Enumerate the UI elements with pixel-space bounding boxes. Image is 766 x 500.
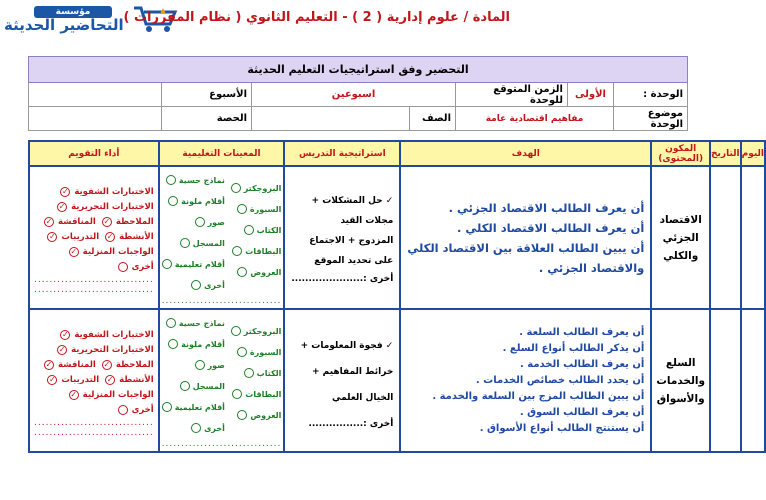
means-cell <box>159 166 285 309</box>
radio-icon[interactable] <box>232 389 242 399</box>
means-option[interactable] <box>162 192 225 210</box>
means-dots: ............................... <box>161 296 282 306</box>
week-label: الأسبوع <box>162 83 252 107</box>
radio-icon[interactable] <box>162 402 172 412</box>
day-cell <box>741 166 765 309</box>
col-day: اليوم <box>741 141 765 166</box>
eval-label: أخرى <box>131 262 154 272</box>
means-cell <box>159 309 285 452</box>
eval-label: المناقشة <box>58 360 96 370</box>
goal-line: أن يعرف الطالب الاقتصاد الكلي . <box>457 220 645 235</box>
eval-option[interactable] <box>102 215 154 230</box>
col-evaluation: أداء التقويم <box>29 141 159 166</box>
goal-line: أن يعرف الطالب الخدمة . <box>519 358 645 370</box>
strategy-other: أخرى :................ <box>308 418 394 429</box>
radio-icon[interactable] <box>168 196 178 206</box>
means-label: البطاقات <box>245 246 282 256</box>
eval-option[interactable] <box>34 343 154 358</box>
unit-label: الوحدة : <box>614 83 688 107</box>
eval-label: المناقشة <box>58 217 96 227</box>
period-value <box>29 107 162 131</box>
check-icon[interactable]: ✓ <box>58 202 66 211</box>
eval-option[interactable] <box>34 185 154 200</box>
means-label: العروض <box>250 410 282 420</box>
means-label: أقلام تعليمية <box>174 402 225 412</box>
eval-label: الواجبات المنزلية <box>82 247 154 257</box>
radio-icon[interactable] <box>231 326 241 336</box>
eval-option[interactable] <box>34 245 154 260</box>
eval-option[interactable] <box>34 388 154 403</box>
strategy-cell <box>284 309 400 452</box>
means-option[interactable] <box>162 398 225 416</box>
means-label: صور <box>207 360 225 370</box>
eval-label: الأنشطة <box>119 232 154 242</box>
eval-label: الأنشطة <box>119 375 154 385</box>
means-option[interactable] <box>231 406 282 424</box>
check-icon[interactable]: ✓ <box>49 375 56 384</box>
radio-icon[interactable] <box>166 175 176 185</box>
means-option[interactable] <box>162 419 225 437</box>
means-option[interactable] <box>231 385 282 403</box>
radio-icon[interactable] <box>237 267 247 277</box>
means-label: أقلام ملونة <box>181 339 225 349</box>
means-label: نماذج حسية <box>178 318 225 328</box>
check-icon[interactable]: ✓ <box>49 232 56 241</box>
means-label: نماذج حسية <box>178 175 225 185</box>
goal-line: أن يحدد الطالب خصائص الخدمات . <box>475 374 645 386</box>
unit-info-table <box>28 56 688 131</box>
means-label: البروجكتر <box>243 326 282 336</box>
means-option[interactable] <box>162 234 225 252</box>
means-option[interactable] <box>162 377 225 395</box>
radio-icon[interactable] <box>195 360 205 370</box>
means-label: البروجكتر <box>243 183 282 193</box>
goal-line: أن يعرف الطالب السوق . <box>519 406 645 418</box>
means-label: صور <box>207 217 225 227</box>
time-label: الزمن المتوقع للوحدة <box>456 83 568 107</box>
radio-icon[interactable] <box>166 318 176 328</box>
strategy-line: على تحديد الموقع <box>314 256 394 266</box>
date-cell <box>710 166 741 309</box>
date-cell <box>710 309 741 452</box>
means-option[interactable] <box>231 179 282 197</box>
radio-icon[interactable] <box>168 339 178 349</box>
means-label: الكتاب <box>256 225 282 235</box>
period-label: الحصة <box>162 107 252 131</box>
check-icon[interactable]: ✓ <box>58 345 66 354</box>
radio-icon[interactable] <box>118 262 128 272</box>
eval-dots: ............................... <box>34 427 154 438</box>
eval-option[interactable] <box>102 358 154 373</box>
check-icon[interactable]: ✓ <box>106 375 114 384</box>
brand-small-text: مؤسسة <box>34 6 112 18</box>
radio-icon[interactable] <box>244 368 254 378</box>
eval-option[interactable] <box>105 373 154 388</box>
means-option[interactable] <box>162 276 225 294</box>
means-option[interactable] <box>231 343 282 361</box>
goal-line: أن يذكر الطالب أنواع السلع . <box>502 342 645 354</box>
means-label: الكتاب <box>256 368 282 378</box>
means-option[interactable] <box>162 255 225 273</box>
eval-dots: ............................... <box>34 417 154 428</box>
goal-line: والاقتصاد الجزئي . <box>538 260 645 275</box>
check-icon[interactable]: ✓ <box>103 360 111 369</box>
class-label: الصف <box>410 107 456 131</box>
eval-label: الاختبارات الشفوية <box>74 330 154 340</box>
col-means: المعينات التعليمية <box>159 141 285 166</box>
eval-option[interactable] <box>34 403 154 418</box>
means-option[interactable] <box>231 322 282 340</box>
goal-line: أن يبين الطالب المزج بين السلعة والخدمة . <box>432 390 645 402</box>
lesson-plan-table <box>28 140 766 453</box>
eval-label: التدريبات <box>61 375 100 385</box>
radio-icon[interactable] <box>180 238 190 248</box>
means-label: العروض <box>250 267 282 277</box>
eval-option[interactable] <box>34 200 154 215</box>
eval-label: الاختبارات الشفوية <box>74 187 154 197</box>
eval-option[interactable] <box>34 328 154 343</box>
eval-option[interactable] <box>34 260 154 275</box>
evaluation-cell <box>29 166 159 309</box>
subject-title: المادة / علوم إدارية ( 2 ) - التعليم الثانوي ( نظام المقررات ) <box>123 10 510 25</box>
eval-dots: ............................... <box>34 274 154 285</box>
eval-label: الاختبارات التحريرية <box>71 345 154 355</box>
radio-icon[interactable] <box>232 246 242 256</box>
eval-label: الاختبارات التحريرية <box>71 202 154 212</box>
means-option[interactable] <box>162 171 225 189</box>
means-option[interactable] <box>231 242 282 260</box>
eval-label: التدريبات <box>61 232 100 242</box>
goal-line: أن يعرف الطالب السلعة . <box>519 326 645 338</box>
means-label: المسجل <box>192 238 225 248</box>
means-option[interactable] <box>231 221 282 239</box>
means-option[interactable] <box>231 200 282 218</box>
means-label: البطاقات <box>245 389 282 399</box>
eval-label: الملاحظة <box>115 360 154 370</box>
check-icon[interactable]: ✓ <box>61 187 69 196</box>
means-label: السبورة <box>249 204 282 214</box>
goal-line: أن يستنتج الطالب أنواع الأسواق . <box>479 422 645 434</box>
eval-label: الملاحظة <box>115 217 154 227</box>
radio-icon[interactable] <box>195 217 205 227</box>
eval-option[interactable] <box>44 215 96 230</box>
col-strategy: استراتيجية التدريس <box>284 141 400 166</box>
goal-cell <box>400 166 651 309</box>
strategy-line: ✓ حل المشكلات + <box>311 196 394 206</box>
unit-value: الأولى <box>568 83 614 107</box>
check-icon[interactable]: ✓ <box>45 360 53 369</box>
means-option[interactable] <box>162 314 225 332</box>
strategy-line: المزدوج + الاجتماع <box>309 236 394 246</box>
means-label: أخرى <box>204 423 225 433</box>
check-icon[interactable]: ✓ <box>103 217 111 226</box>
col-content: المكون (المحتوى) <box>651 141 710 166</box>
means-option[interactable] <box>231 263 282 281</box>
radio-icon[interactable] <box>231 183 241 193</box>
eval-option[interactable] <box>47 230 99 245</box>
strategy-line: خرائط المفاهيم + <box>312 366 394 377</box>
means-option[interactable] <box>162 213 225 231</box>
eval-option[interactable] <box>47 373 99 388</box>
check-icon[interactable]: ✓ <box>45 217 53 226</box>
lesson-row <box>29 166 765 309</box>
eval-option[interactable] <box>44 358 96 373</box>
means-label: أخرى <box>204 280 225 290</box>
content-cell: الاقتصاد الجزئي والكلي <box>651 166 710 309</box>
check-icon[interactable]: ✓ <box>61 330 69 339</box>
strategy-cell <box>284 166 400 309</box>
eval-label: الواجبات المنزلية <box>82 390 154 400</box>
col-goal: الهدف <box>400 141 651 166</box>
radio-icon[interactable] <box>244 225 254 235</box>
strategy-other: أخرى :..................... <box>291 274 394 284</box>
means-label: السبورة <box>249 347 282 357</box>
brand-name: التحاضير الحديثة <box>4 16 124 34</box>
goal-cell <box>400 309 651 452</box>
means-option[interactable] <box>162 335 225 353</box>
evaluation-cell <box>29 309 159 452</box>
radio-icon[interactable] <box>237 347 247 357</box>
radio-icon[interactable] <box>237 204 247 214</box>
strategy-line: مجلات القيد <box>340 216 394 226</box>
radio-icon[interactable] <box>118 405 128 415</box>
means-option[interactable] <box>231 364 282 382</box>
means-option[interactable] <box>162 356 225 374</box>
radio-icon[interactable] <box>237 410 247 420</box>
banner-title: التحضير وفق استراتيجيات التعليم الحديثة <box>29 57 688 83</box>
weeks-value: اسبوعين <box>252 83 456 107</box>
col-date: التاريخ <box>710 141 741 166</box>
check-icon[interactable]: ✓ <box>70 247 78 256</box>
eval-label: أخرى <box>131 405 154 415</box>
radio-icon[interactable] <box>191 280 201 290</box>
strategy-line: الخيال العلمي <box>332 392 394 403</box>
check-icon[interactable]: ✓ <box>106 232 114 241</box>
day-cell <box>741 309 765 452</box>
means-label: أقلام تعليمية <box>174 259 225 269</box>
goal-line: أن يبين الطالب العلاقة بين الاقتصاد الكلي <box>407 240 645 255</box>
strategy-line: ✓ فجوة المعلومات + <box>300 340 394 351</box>
content-cell: السلع والخدمات والأسواق <box>651 309 710 452</box>
radio-icon[interactable] <box>180 381 190 391</box>
goal-line: أن يعرف الطالب الاقتصاد الجزئي . <box>448 200 645 215</box>
check-icon[interactable]: ✓ <box>70 390 78 399</box>
topic-label: موضوع الوحدة <box>614 107 688 131</box>
eval-dots: ............................... <box>34 284 154 295</box>
topic-value: مفاهيم اقتصادية عامة <box>456 107 614 131</box>
class-value <box>252 107 410 131</box>
eval-option[interactable] <box>105 230 154 245</box>
means-label: المسجل <box>192 381 225 391</box>
means-dots: ............................... <box>161 439 282 449</box>
radio-icon[interactable] <box>162 259 172 269</box>
means-label: أقلام ملونة <box>181 196 225 206</box>
radio-icon[interactable] <box>191 423 201 433</box>
lesson-row <box>29 309 765 452</box>
week-value <box>29 83 162 107</box>
